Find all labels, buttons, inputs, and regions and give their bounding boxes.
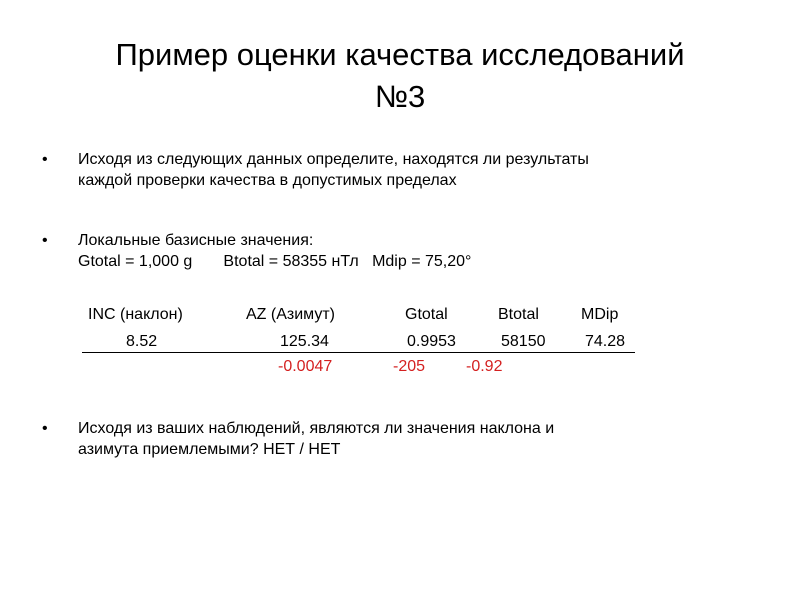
bullet-text	[78, 230, 738, 272]
table-value-btotal: 58150	[501, 333, 546, 350]
slide-title-line2: №3	[374, 79, 426, 114]
bullet-line: Исходя из следующих данных определите, находятся ли результаты	[78, 151, 589, 168]
bullet-line: азимута приемлемыми? НЕТ / НЕТ	[78, 441, 341, 458]
bullet-line: Исходя из ваших наблюдений, являются ли значения наклона и	[78, 420, 555, 437]
bullet-line: каждой проверки качества в допустимых пределах	[78, 172, 457, 189]
table-deviation-btotal: -205	[393, 358, 426, 375]
table-value-mdip: 74.28	[585, 333, 626, 350]
table-deviation-gtotal: -0.0047	[278, 358, 333, 375]
bullet-line: Gtotal = 1,000 g Btotal = 58355 нТл Mdip = 75,20°	[78, 253, 472, 270]
table-deviation-mdip: -0.92	[466, 358, 503, 375]
table-header-btotal: Btotal	[498, 306, 539, 323]
table-header-mdip: MDip	[581, 306, 619, 323]
slide-title	[40, 34, 760, 118]
table-value-inc: 8.52	[126, 333, 158, 350]
table-divider	[82, 352, 635, 353]
bullet-line: Локальные базисные значения:	[78, 232, 314, 249]
bullet-text	[78, 149, 738, 191]
bullet-marker: •	[42, 420, 48, 437]
table-header-gtotal: Gtotal	[405, 306, 448, 323]
table-header-inc: INC (наклон)	[88, 306, 183, 323]
table-value-gtotal: 0.9953	[407, 333, 456, 350]
table-header-az: AZ (Азимут)	[246, 306, 335, 323]
bullet-marker: •	[42, 232, 48, 249]
table-value-az: 125.34	[280, 333, 329, 350]
slide-title-line1: Пример оценки качества исследований	[115, 37, 685, 72]
bullet-text	[78, 418, 738, 460]
bullet-marker: •	[42, 151, 48, 168]
